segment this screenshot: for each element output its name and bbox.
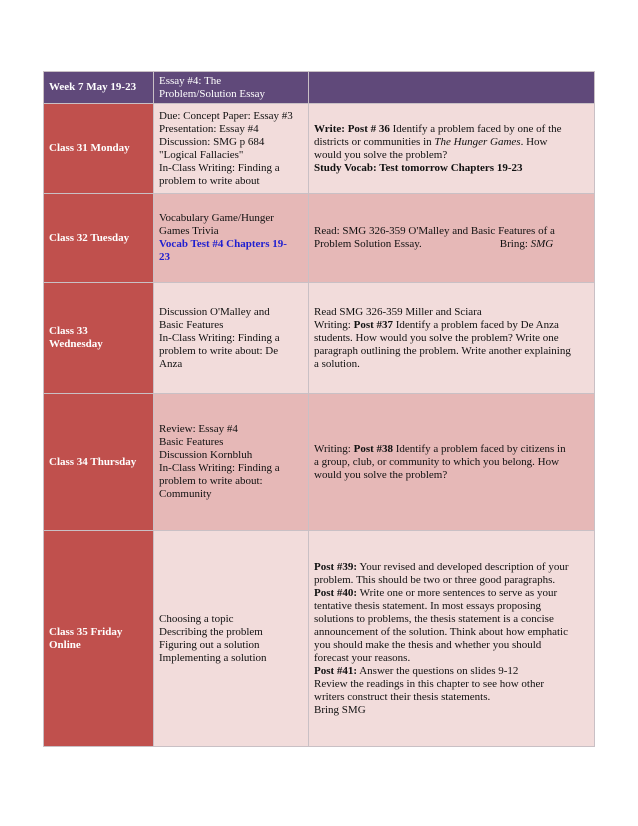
vocab-test-line: 23: [159, 251, 170, 263]
week-label: [44, 72, 154, 104]
post-label: Write: Post # 36: [314, 122, 390, 135]
activity-line: Games Trivia: [159, 225, 219, 237]
assignment-text: Bring:: [499, 238, 531, 250]
assignment-line: Bring SMG: [314, 703, 366, 716]
class-activities: [154, 104, 309, 194]
class-day: [44, 194, 154, 283]
activity-line: Vocabulary Game/Hunger: [159, 212, 274, 224]
post-label: Post #38: [353, 442, 394, 455]
assignment-line: [314, 443, 589, 456]
essay-topic: [154, 72, 309, 104]
essay-topic-line: Problem/Solution Essay: [159, 87, 266, 100]
class-assignment: [309, 194, 595, 283]
class-day-text: Online: [49, 638, 81, 651]
table-row: [44, 531, 595, 747]
activity-line: problem to write about: [159, 174, 260, 187]
class-day: [44, 394, 154, 531]
activity-line: Discussion Kornbluh: [159, 449, 253, 461]
assignment-line: [314, 319, 589, 332]
assignment-line: you should make the thesis and whether you should: [314, 638, 542, 651]
table-row: [44, 104, 595, 194]
vocab-test-line: Vocab Test #4 Chapters 19-: [159, 238, 287, 250]
assignment-text: Identify a problem faced by one of the: [389, 122, 562, 135]
assignment-line: writers construct their thesis statements.: [314, 690, 491, 703]
activity-line: Figuring out a solution: [159, 638, 260, 651]
assignment-line: forecast your reasons.: [314, 651, 411, 664]
assignment-line: [314, 587, 589, 600]
assignment-line: Read: SMG 326-359 O'Malley and Basic Features of a: [314, 225, 555, 237]
activity-line: Choosing a topic: [159, 612, 234, 625]
assignment-line: Read SMG 326-359 Miller and Sciara: [314, 305, 482, 318]
assignment-line: [314, 238, 589, 251]
assignment-line: [314, 136, 589, 149]
assignment-line: a solution.: [314, 357, 360, 370]
activity-line: Discussion O'Malley and: [159, 305, 270, 318]
assignment-line: Review the readings in this chapter to see how other: [314, 677, 545, 690]
assignment-line: announcement of the solution. Think about how emphatic: [314, 625, 568, 638]
assignment-text: Identify a problem faced by De Anza: [393, 318, 559, 331]
assignment-line: a group, club, or community to which you belong. How: [314, 455, 560, 468]
assignment-line: solutions to problems, the thesis statement is a concise: [314, 612, 554, 625]
activity-line: Anza: [159, 357, 183, 370]
activity-line: In-Class Writing: Finding a: [159, 161, 280, 174]
assignment-line: problem. This should be two or three good paragraphs.: [314, 573, 556, 586]
class-day-text: Class 32 Tuesday: [49, 231, 130, 244]
assignment-line: tentative thesis statement. In most essays proposing: [314, 599, 541, 612]
week-label-text: Week 7 May 19-23: [49, 81, 137, 93]
activity-line: In-Class Writing: Finding a: [159, 331, 280, 344]
activity-line: Discussion: SMG p 684: [159, 135, 265, 148]
activity-line: "Logical Fallacies": [159, 148, 244, 161]
header-blank-cell: [309, 72, 595, 104]
assignment-text: Writing:: [314, 442, 354, 455]
assignment-text: Answer the questions on slides 9-12: [357, 664, 519, 677]
activity-line: Presentation: Essay #4: [159, 122, 259, 135]
week-header-row: [44, 72, 595, 104]
activity-line: Describing the problem: [159, 625, 263, 638]
assignment-line: [314, 162, 589, 175]
activity-line: Basic Features: [159, 318, 224, 331]
class-day-text: Class 35 Friday: [49, 625, 123, 638]
essay-topic-line: Essay #4: The: [159, 74, 222, 87]
class-day: [44, 531, 154, 747]
activity-line: Community: [159, 488, 212, 500]
assignment-text: Identify a problem faced by citizens in: [393, 442, 566, 455]
activity-line: Review: Essay #4: [159, 423, 238, 435]
assignment-text: Your revised and developed description of your: [357, 560, 569, 573]
activity-line: In-Class Writing: Finding a: [159, 462, 280, 474]
class-activities: [154, 194, 309, 283]
activity-line: problem to write about:: [159, 475, 263, 487]
post-label: Post #37: [353, 318, 394, 331]
class-day-text: Class 33: [49, 325, 88, 337]
assignment-text: Write one or more sentences to serve as your: [357, 586, 558, 599]
activity-line: problem to write about: De: [159, 344, 279, 357]
table-row: [44, 194, 595, 283]
activity-line: Implementing a solution: [159, 651, 267, 664]
class-activities: [154, 283, 309, 394]
activity-line: Basic Features: [159, 436, 224, 448]
class-day-text: Class 34 Thursday: [49, 455, 137, 468]
assignment-text: Problem Solution Essay.: [314, 238, 422, 250]
class-activities: [154, 531, 309, 747]
class-assignment: [309, 104, 595, 194]
table-row: [44, 283, 595, 394]
table-row: [44, 394, 595, 531]
class-activities: [154, 394, 309, 531]
assignment-line: [314, 561, 589, 574]
vocab-note: Study Vocab: Test tomorrow Chapters 19-23: [314, 161, 523, 174]
class-day: [44, 104, 154, 194]
activity-line: Due: Concept Paper: Essay #3: [159, 109, 293, 122]
book-title: The Hunger Games: [434, 135, 521, 148]
class-assignment: [309, 394, 595, 531]
class-day-text: Wednesday: [49, 338, 103, 350]
book-title: SMG: [530, 238, 554, 250]
class-day: [44, 283, 154, 394]
class-assignment: [309, 283, 595, 394]
assignment-line: [314, 665, 589, 678]
assignment-line: paragraph outlining the problem. Write another explaining: [314, 344, 571, 357]
class-assignment: [309, 531, 595, 747]
class-day-text: Class 31 Monday: [49, 142, 130, 154]
assignment-text: districts or communities in: [314, 135, 435, 148]
assignment-line: [314, 123, 589, 136]
post-label: Post #41:: [314, 664, 358, 677]
post-label: Post #39:: [314, 560, 358, 573]
post-label: Post #40:: [314, 586, 358, 599]
schedule-table: [43, 71, 595, 747]
assignment-text: . How: [520, 135, 548, 148]
assignment-line: students. How would you solve the problem? Write one: [314, 331, 559, 344]
assignment-line: would you solve the problem?: [314, 148, 448, 161]
assignment-line: would you solve the problem?: [314, 468, 448, 481]
assignment-text: Writing:: [314, 318, 354, 331]
